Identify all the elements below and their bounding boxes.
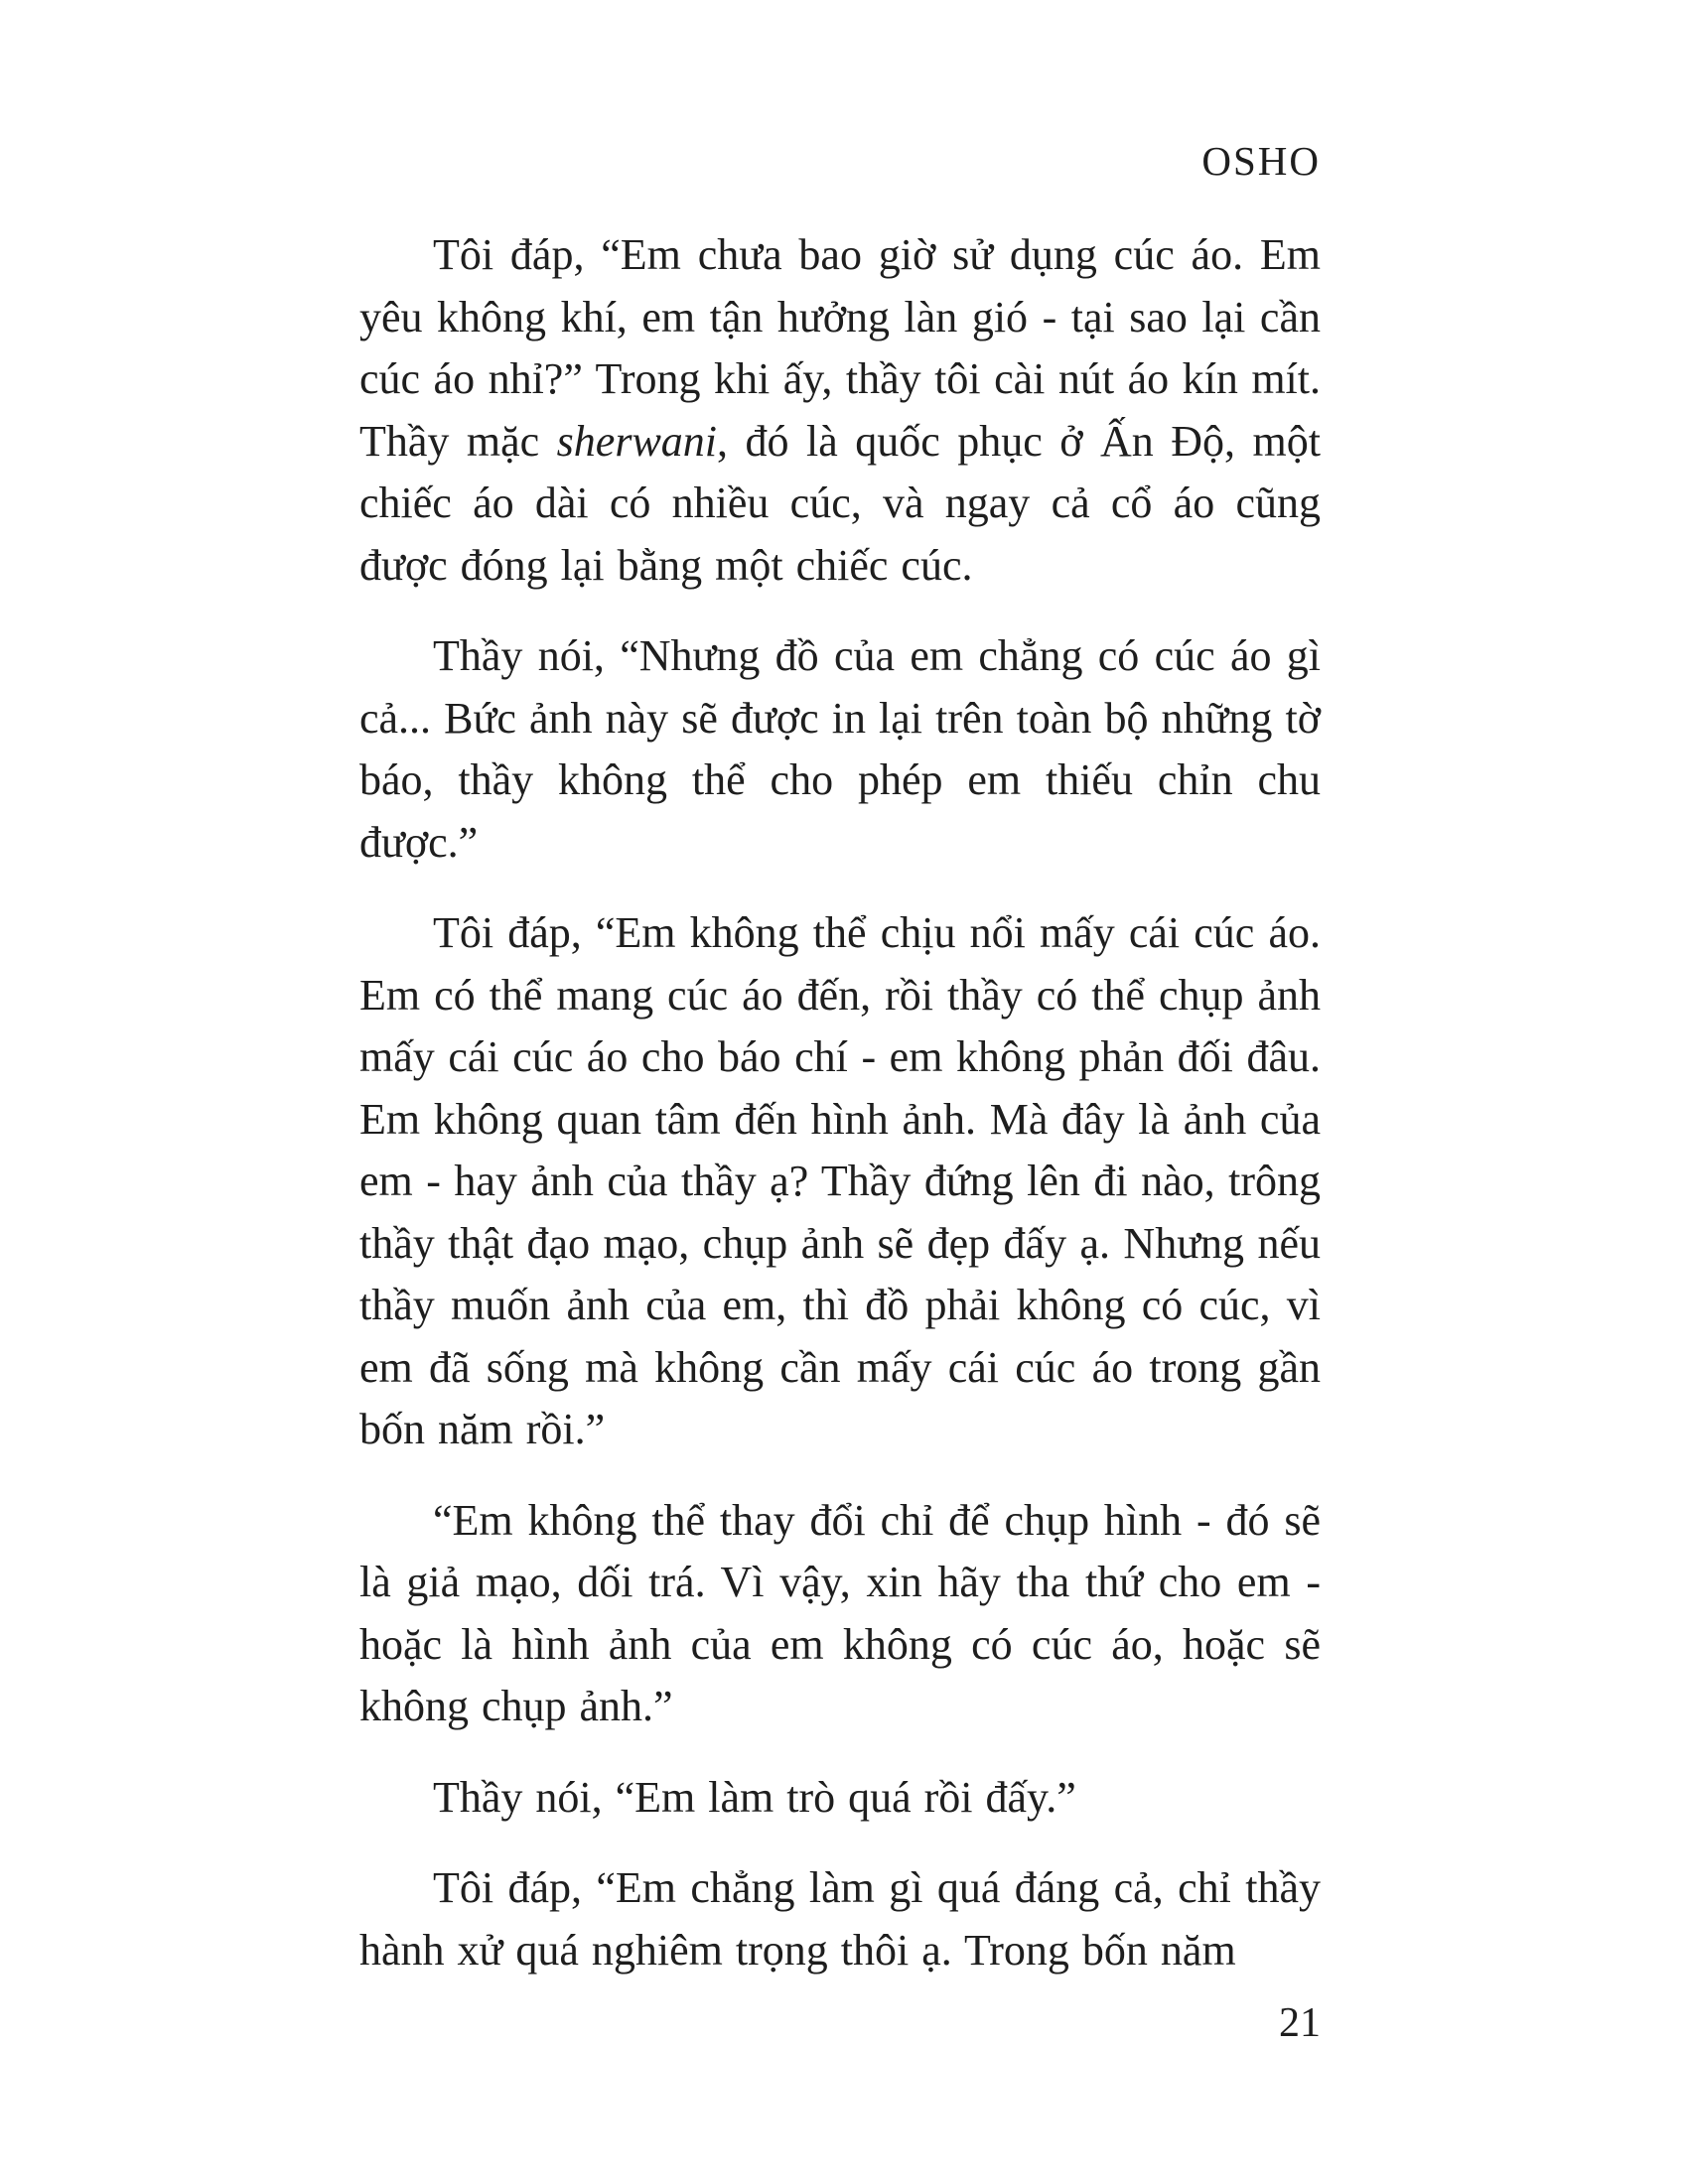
text-run: “Em không thể thay đổi chỉ để chụp hình - đó sẽ là giả mạo, dối trá. Vì vậy, xin hãy tha thứ cho em - hoặc là hình ảnh của em không có cúc áo, hoặc sẽ không chụp ảnh.” <box>359 1495 1321 1730</box>
body-text <box>359 224 1321 2010</box>
italic-term: sherwani <box>556 416 718 466</box>
paragraph <box>359 224 1321 597</box>
text-run: Tôi đáp, “Em chưa bao giờ sử dụng cúc áo. Em yêu không khí, em tận hưởng làn gió - tại sao lại cần cúc áo nhỉ?” Trong khi ấy, thầy tôi cài nút áo kín mít. Thầy mặc <box>359 230 1321 466</box>
page-number: 21 <box>1279 2000 1321 2046</box>
paragraph <box>359 1857 1321 1981</box>
text-run: Tôi đáp, “Em không thể chịu nổi mấy cái cúc áo. Em có thể mang cúc áo đến, rồi thầy có thể chụp ảnh mấy cái cúc áo cho báo chí - em không phản đối đâu. Em không quan tâm đến hình ảnh. Mà đây là ảnh của em - hay ảnh của thầy ạ? Thầy đứng lên đi nào, trông thầy thật đạo mạo, chụp ảnh sẽ đẹp đấy ạ. Nhưng nếu thầy muốn ảnh của em, thì đồ phải không có cúc, vì em đã sống mà không cần mấy cái cúc áo trong gần bốn năm rồi.” <box>359 908 1321 1453</box>
text-run: , đó là quốc phục ở Ấn Độ, một chiếc áo dài có nhiều cúc, và ngay cả cổ áo cũng được đóng lại bằng một chiếc cúc. <box>359 416 1321 590</box>
paragraph <box>359 625 1321 874</box>
text-run: Thầy nói, “Nhưng đồ của em chẳng có cúc áo gì cả... Bức ảnh này sẽ được in lại trên toàn bộ những tờ báo, thầy không thể cho phép em thiếu chỉn chu được.” <box>359 631 1321 867</box>
paragraph <box>359 902 1321 1461</box>
paragraph <box>359 1490 1321 1738</box>
text-run: Tôi đáp, “Em chẳng làm gì quá đáng cả, chỉ thầy hành xử quá nghiêm trọng thôi ạ. Trong bốn năm <box>359 1863 1321 1975</box>
text-run: Thầy nói, “Em làm trò quá rồi đấy.” <box>433 1772 1076 1822</box>
running-header: OSHO <box>1201 138 1321 184</box>
paragraph <box>359 1767 1321 1830</box>
